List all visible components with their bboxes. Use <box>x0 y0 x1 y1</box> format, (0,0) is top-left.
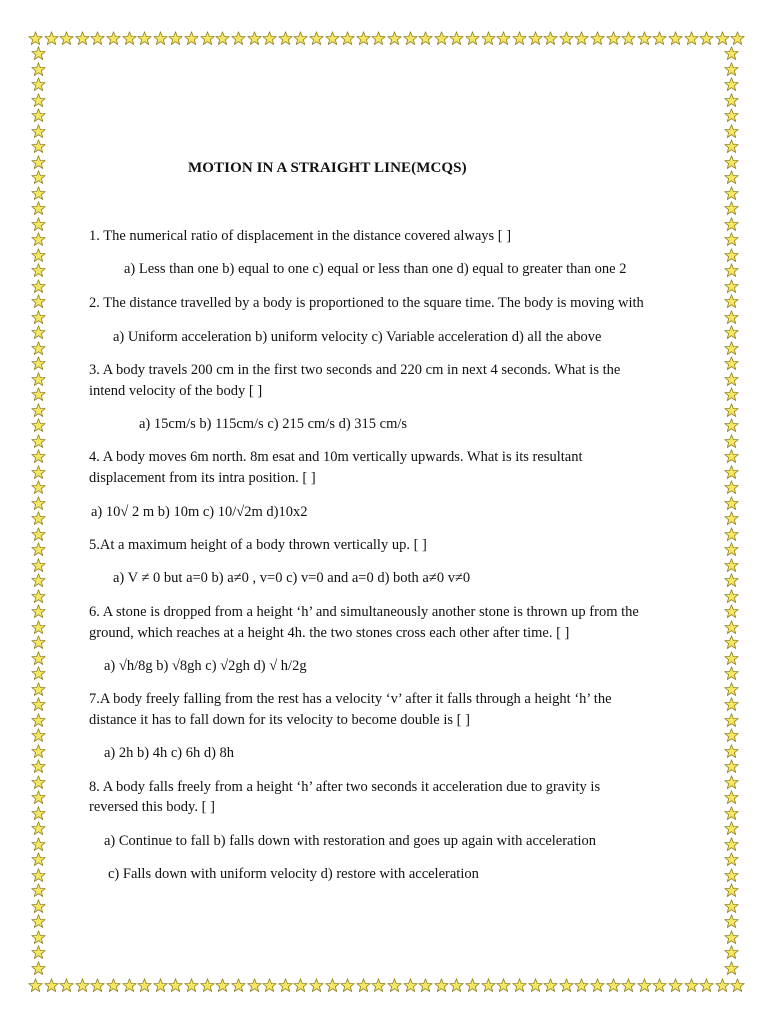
star-icon <box>215 31 230 46</box>
star-icon <box>724 573 739 588</box>
question-7-options-line-1: a) 2h b) 4h c) 6h d) 8h <box>104 745 235 761</box>
star-icon <box>184 978 199 993</box>
star-icon <box>371 31 386 46</box>
star-icon <box>724 201 739 216</box>
star-icon <box>31 387 46 402</box>
question-6-options-line-1: a) √h/8g b) √8gh c) √2gh d) √ h/2g <box>104 658 307 674</box>
star-icon <box>200 978 215 993</box>
star-icon <box>724 217 739 232</box>
star-icon <box>715 978 730 993</box>
star-icon <box>31 77 46 92</box>
star-icon <box>31 806 46 821</box>
star-icon <box>31 744 46 759</box>
star-icon <box>724 449 739 464</box>
star-icon <box>231 31 246 46</box>
star-icon <box>293 31 308 46</box>
star-icon <box>434 31 449 46</box>
star-icon <box>724 263 739 278</box>
star-icon <box>528 31 543 46</box>
star-icon <box>724 542 739 557</box>
star-icon <box>31 341 46 356</box>
star-icon <box>652 978 667 993</box>
star-icon <box>75 978 90 993</box>
star-icon <box>724 682 739 697</box>
star-icon <box>724 558 739 573</box>
star-icon <box>684 31 699 46</box>
star-icon <box>724 310 739 325</box>
star-icon <box>724 852 739 867</box>
star-icon <box>309 31 324 46</box>
star-icon <box>724 899 739 914</box>
star-icon <box>724 155 739 170</box>
star-icon <box>637 978 652 993</box>
star-icon <box>715 31 730 46</box>
star-icon <box>31 217 46 232</box>
star-icon <box>31 124 46 139</box>
star-icon <box>31 186 46 201</box>
star-icon <box>31 852 46 867</box>
star-icon <box>528 978 543 993</box>
star-icon <box>106 31 121 46</box>
star-icon <box>137 31 152 46</box>
star-icon <box>31 403 46 418</box>
star-icon <box>44 31 59 46</box>
star-icon <box>684 978 699 993</box>
star-icon <box>668 978 683 993</box>
star-icon <box>724 821 739 836</box>
star-icon <box>31 449 46 464</box>
star-icon <box>730 31 745 46</box>
star-icon <box>31 232 46 247</box>
star-icon <box>31 170 46 185</box>
star-icon <box>31 542 46 557</box>
star-icon <box>31 558 46 573</box>
star-border-left <box>30 46 46 976</box>
star-icon <box>31 930 46 945</box>
star-icon <box>724 806 739 821</box>
star-icon <box>724 77 739 92</box>
star-icon <box>724 372 739 387</box>
star-icon <box>418 31 433 46</box>
question-4-text-line-2: displacement from its intra position. [ ] <box>89 470 316 486</box>
star-icon <box>481 978 496 993</box>
star-icon <box>724 713 739 728</box>
star-icon <box>122 31 137 46</box>
star-icon <box>724 108 739 123</box>
star-icon <box>184 31 199 46</box>
star-icon <box>724 139 739 154</box>
star-icon <box>730 978 745 993</box>
star-icon <box>724 914 739 929</box>
question-8-options-line-1: a) Continue to fall b) falls down with restoration and goes up again with acceleration <box>104 833 597 849</box>
star-icon <box>724 279 739 294</box>
star-icon <box>31 356 46 371</box>
star-icon <box>724 961 739 976</box>
star-icon <box>724 356 739 371</box>
question-8-text-line-2: reversed this body. [ ] <box>89 799 215 815</box>
star-icon <box>278 978 293 993</box>
star-icon <box>449 978 464 993</box>
star-icon <box>574 978 589 993</box>
star-icon <box>621 978 636 993</box>
star-border-right <box>723 46 739 976</box>
star-icon <box>31 155 46 170</box>
star-icon <box>724 46 739 61</box>
star-icon <box>724 837 739 852</box>
star-icon <box>31 62 46 77</box>
star-icon <box>496 31 511 46</box>
star-icon <box>724 434 739 449</box>
question-2-text-line-1: 2. The distance travelled by a body is proportioned to the square time. The body is moving with <box>89 295 644 311</box>
star-icon <box>31 465 46 480</box>
star-icon <box>31 279 46 294</box>
star-icon <box>278 31 293 46</box>
star-icon <box>652 31 667 46</box>
question-7-text-line-1: 7.A body freely falling from the rest has a velocity ‘v’ after it falls through a height ‘h’ the <box>89 691 612 707</box>
star-icon <box>724 930 739 945</box>
star-icon <box>724 170 739 185</box>
star-icon <box>247 978 262 993</box>
star-icon <box>699 978 714 993</box>
star-icon <box>31 759 46 774</box>
question-3-text-line-1: 3. A body travels 200 cm in the first two seconds and 220 cm in next 4 seconds. What is the <box>89 362 621 378</box>
star-icon <box>724 945 739 960</box>
star-icon <box>31 713 46 728</box>
star-icon <box>59 978 74 993</box>
question-4-text-line-1: 4. A body moves 6m north. 8m esat and 10m vertically upwards. What is its resultant <box>89 449 583 465</box>
question-5-text-line-1: 5.At a maximum height of a body thrown vertically up. [ ] <box>89 537 427 553</box>
star-icon <box>724 62 739 77</box>
star-icon <box>724 294 739 309</box>
page-title: MOTION IN A STRAIGHT LINE(MCQS) <box>188 160 467 176</box>
star-icon <box>31 635 46 650</box>
star-icon <box>496 978 511 993</box>
star-icon <box>31 480 46 495</box>
star-border-top <box>28 31 746 47</box>
star-icon <box>31 682 46 697</box>
star-icon <box>403 978 418 993</box>
star-icon <box>31 620 46 635</box>
star-icon <box>31 201 46 216</box>
question-2-options-line-1: a) Uniform acceleration b) uniform velocity c) Variable acceleration d) all the above <box>113 329 602 345</box>
star-icon <box>621 31 636 46</box>
star-icon <box>418 978 433 993</box>
star-icon <box>262 978 277 993</box>
star-icon <box>724 248 739 263</box>
star-icon <box>106 978 121 993</box>
star-icon <box>724 341 739 356</box>
star-icon <box>340 978 355 993</box>
star-icon <box>724 387 739 402</box>
star-icon <box>31 821 46 836</box>
star-icon <box>724 635 739 650</box>
star-icon <box>168 978 183 993</box>
star-icon <box>90 31 105 46</box>
star-icon <box>724 232 739 247</box>
star-icon <box>543 978 558 993</box>
star-icon <box>724 604 739 619</box>
star-icon <box>31 883 46 898</box>
star-icon <box>28 978 43 993</box>
star-icon <box>75 31 90 46</box>
star-icon <box>699 31 714 46</box>
star-icon <box>31 310 46 325</box>
star-icon <box>724 790 739 805</box>
star-icon <box>724 465 739 480</box>
star-icon <box>31 651 46 666</box>
star-icon <box>31 139 46 154</box>
star-icon <box>31 837 46 852</box>
star-border-bottom <box>28 978 746 994</box>
star-icon <box>31 325 46 340</box>
star-icon <box>724 868 739 883</box>
star-icon <box>724 883 739 898</box>
star-icon <box>481 31 496 46</box>
star-icon <box>543 31 558 46</box>
star-icon <box>637 31 652 46</box>
star-icon <box>31 418 46 433</box>
star-icon <box>31 108 46 123</box>
star-icon <box>724 418 739 433</box>
question-3-options-line-1: a) 15cm/s b) 115cm/s c) 215 cm/s d) 315 cm/s <box>139 416 408 432</box>
question-5-options-line-1: a) V ≠ 0 but a=0 b) a≠0 , v=0 c) v=0 and a=0 d) both a≠0 v≠0 <box>113 570 471 586</box>
question-3-text-line-2: intend velocity of the body [ ] <box>89 383 263 399</box>
star-icon <box>31 496 46 511</box>
star-icon <box>724 744 739 759</box>
star-icon <box>356 31 371 46</box>
star-icon <box>31 697 46 712</box>
question-8-text-line-1: 8. A body falls freely from a height ‘h’ after two seconds it acceleration due to gravity is <box>89 779 601 795</box>
star-icon <box>122 978 137 993</box>
star-icon <box>371 978 386 993</box>
star-icon <box>90 978 105 993</box>
question-8-options-line-2: c) Falls down with uniform velocity d) restore with acceleration <box>108 866 479 882</box>
star-icon <box>31 868 46 883</box>
question-4-options-line-1: a) 10√ 2 m b) 10m c) 10/√2m d)10x2 <box>91 504 308 520</box>
star-icon <box>606 978 621 993</box>
star-icon <box>31 511 46 526</box>
star-icon <box>31 775 46 790</box>
star-icon <box>31 914 46 929</box>
star-icon <box>512 31 527 46</box>
question-6-text-line-2: ground, which reaches at a height 4h. the two stones cross each other after time. [ ] <box>89 625 570 641</box>
star-icon <box>724 403 739 418</box>
star-icon <box>31 899 46 914</box>
star-icon <box>724 759 739 774</box>
star-icon <box>465 31 480 46</box>
star-icon <box>137 978 152 993</box>
question-7-text-line-2: distance it has to fall down for its velocity to become double is [ ] <box>89 712 470 728</box>
star-icon <box>31 263 46 278</box>
star-icon <box>724 496 739 511</box>
star-icon <box>31 604 46 619</box>
star-icon <box>31 434 46 449</box>
star-icon <box>356 978 371 993</box>
star-icon <box>44 978 59 993</box>
star-icon <box>247 31 262 46</box>
star-icon <box>449 31 464 46</box>
star-icon <box>387 978 402 993</box>
star-icon <box>559 978 574 993</box>
star-icon <box>724 775 739 790</box>
question-1-options-line-1: a) Less than one b) equal to one c) equal or less than one d) equal to greater than one 2 <box>124 261 627 277</box>
star-icon <box>559 31 574 46</box>
star-icon <box>434 978 449 993</box>
star-icon <box>724 620 739 635</box>
star-icon <box>512 978 527 993</box>
star-icon <box>590 31 605 46</box>
star-icon <box>724 589 739 604</box>
star-icon <box>403 31 418 46</box>
star-icon <box>724 666 739 681</box>
star-icon <box>293 978 308 993</box>
star-icon <box>31 93 46 108</box>
star-icon <box>724 728 739 743</box>
star-icon <box>31 728 46 743</box>
star-icon <box>724 697 739 712</box>
star-icon <box>606 31 621 46</box>
star-icon <box>724 651 739 666</box>
star-icon <box>31 294 46 309</box>
star-icon <box>387 31 402 46</box>
star-icon <box>31 790 46 805</box>
star-icon <box>200 31 215 46</box>
star-icon <box>724 186 739 201</box>
star-icon <box>28 31 43 46</box>
star-icon <box>231 978 246 993</box>
question-6-text-line-1: 6. A stone is dropped from a height ‘h’ and simultaneously another stone is thrown up from the <box>89 604 639 620</box>
star-icon <box>724 325 739 340</box>
star-icon <box>262 31 277 46</box>
star-icon <box>668 31 683 46</box>
star-icon <box>153 978 168 993</box>
star-icon <box>153 31 168 46</box>
star-icon <box>724 511 739 526</box>
star-icon <box>724 527 739 542</box>
star-icon <box>574 31 589 46</box>
star-icon <box>31 666 46 681</box>
star-icon <box>31 573 46 588</box>
star-icon <box>59 31 74 46</box>
star-icon <box>325 31 340 46</box>
star-icon <box>31 46 46 61</box>
star-icon <box>325 978 340 993</box>
star-icon <box>724 124 739 139</box>
star-icon <box>590 978 605 993</box>
star-icon <box>31 372 46 387</box>
star-icon <box>31 527 46 542</box>
star-icon <box>31 945 46 960</box>
star-icon <box>724 93 739 108</box>
star-icon <box>215 978 230 993</box>
star-icon <box>31 248 46 263</box>
star-icon <box>31 961 46 976</box>
star-icon <box>31 589 46 604</box>
star-icon <box>724 480 739 495</box>
star-icon <box>168 31 183 46</box>
star-icon <box>340 31 355 46</box>
star-icon <box>465 978 480 993</box>
star-icon <box>309 978 324 993</box>
question-1-text-line-1: 1. The numerical ratio of displacement in the distance covered always [ ] <box>89 228 512 244</box>
